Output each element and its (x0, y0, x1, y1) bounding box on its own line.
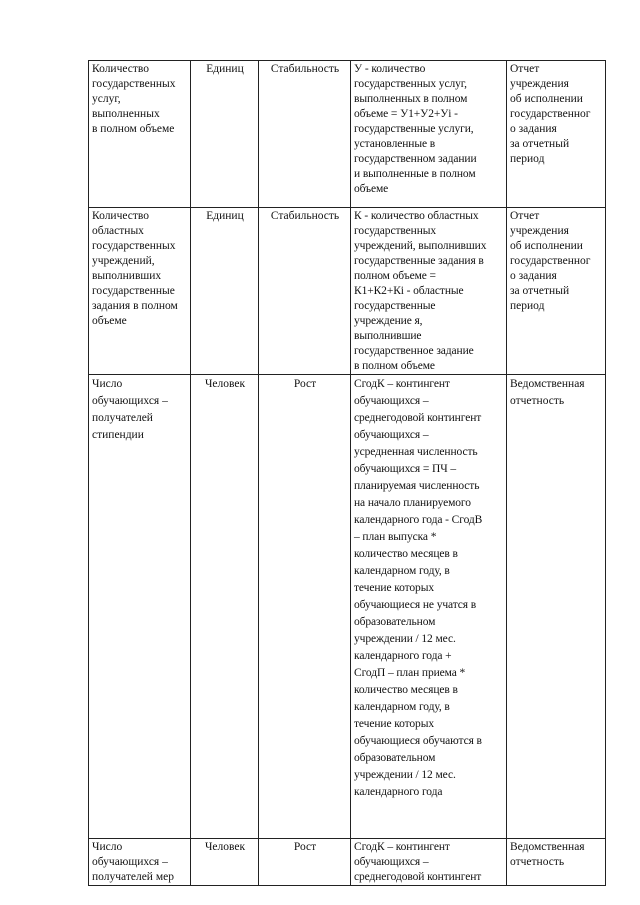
table-row (89, 839, 606, 886)
table-row (89, 375, 606, 839)
source: Ведомственная отчетность (510, 841, 585, 868)
indicator-name: Число обучающихся – получателей мер (92, 841, 174, 883)
table-row (89, 208, 606, 375)
indicator-name-cell (89, 375, 191, 839)
source-cell (507, 208, 606, 375)
indicator-name-cell (89, 839, 191, 886)
trend: Стабильность (270, 63, 340, 75)
formula: К - количество областных государственных учреждений, выполнивших государственные задания в полном объеме = К1+К2+Кi - областные государственные учреждение я, выполнившие государственное задание в полном объеме (354, 210, 487, 372)
formula: СгодК – контингент обучающихся – среднегодовой контингент обучающихся – усредненная численность обучающихся = ПЧ – планируемая численность на начало планируемого календарного года - СгодВ – план выпуска * количество месяцев в календарном году, в течение которых обучающиеся не учатся в образовательном учреждении / 12 мес. календарного года + СгодП – план приема * количество месяцев в календарном году, в течение которых обучающиеся обучаются в образовательном учреждении / 12 мес. календарного года (354, 378, 483, 798)
formula-cell (351, 375, 507, 839)
indicators-table (88, 60, 606, 886)
trend: Рост (293, 841, 317, 853)
unit: Единиц (206, 63, 244, 75)
indicator-name-cell (89, 61, 191, 208)
trend: Рост (293, 378, 317, 390)
indicator-name: Количество областных государственных учреждений, выполнивших государственные задания в полном объеме (92, 210, 178, 327)
trend: Стабильность (270, 210, 340, 222)
formula-cell (351, 839, 507, 886)
trend-cell (259, 839, 351, 886)
table-row (89, 61, 606, 208)
unit-cell (191, 208, 259, 375)
indicator-name-cell (89, 208, 191, 375)
source: Отчет учреждения об исполнении государственног о задания за отчетный период (510, 63, 591, 165)
source: Ведомственная отчетность (510, 378, 585, 407)
unit: Человек (204, 841, 246, 853)
unit: Человек (204, 378, 246, 390)
source: Отчет учреждения об исполнении государственног о задания за отчетный период (510, 210, 591, 312)
formula-cell (351, 208, 507, 375)
indicator-name: Число обучающихся – получателей стипендии (92, 378, 168, 441)
indicator-name: Количество государственных услуг, выполненных в полном объеме (92, 63, 176, 135)
formula-cell (351, 61, 507, 208)
unit-cell (191, 839, 259, 886)
trend-cell (259, 61, 351, 208)
unit: Единиц (206, 210, 244, 222)
source-cell (507, 839, 606, 886)
formula: СгодК – контингент обучающихся – среднегодовой контингент (354, 841, 482, 883)
trend-cell (259, 375, 351, 839)
unit-cell (191, 61, 259, 208)
formula: У - количество государственных услуг, выполненных в полном объеме = У1+У2+Уi - государственные услуги, установленные в государственном задании и выполненные в полном объеме (354, 63, 477, 195)
unit-cell (191, 375, 259, 839)
trend-cell (259, 208, 351, 375)
source-cell (507, 61, 606, 208)
source-cell (507, 375, 606, 839)
